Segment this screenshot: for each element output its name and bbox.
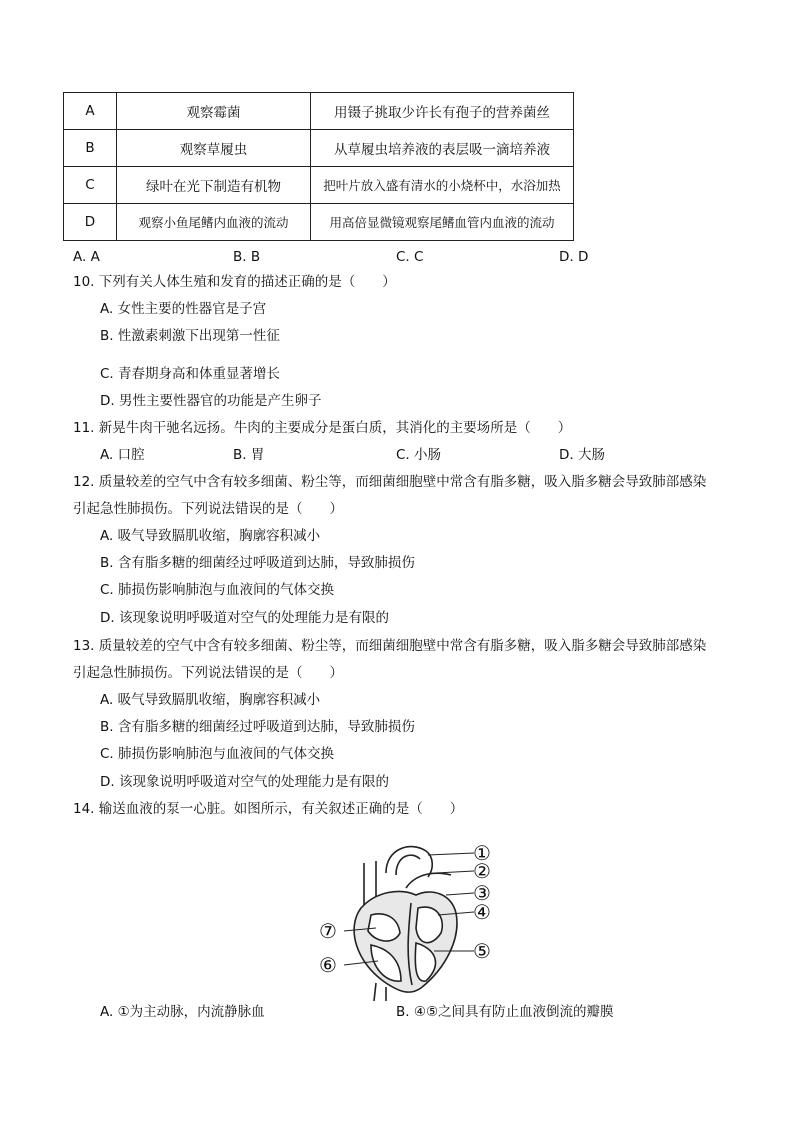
question-10-option-a[interactable]: A. 女性主要的性器官是子宫	[100, 301, 267, 317]
question-12-stem-line2: 引起急性肺损伤。下列说法错误的是（ ）	[73, 501, 343, 517]
question-11-option-b[interactable]: B. 胃	[233, 447, 265, 463]
question-12-option-a[interactable]: A. 吸气导致膈肌收缩，胸廓容积减小	[100, 528, 321, 544]
question-13-option-c[interactable]: C. 肺损伤影响肺泡与血液间的气体交换	[100, 746, 335, 762]
answer-option-a[interactable]: A. A	[73, 249, 100, 265]
question-10-option-d[interactable]: D. 男性主要性器官的功能是产生卵子	[100, 393, 322, 409]
question-14-option-a[interactable]: A. ①为主动脉，内流静脉血	[100, 1004, 265, 1020]
experiment-table	[63, 92, 574, 241]
question-12-stem-line1: 12. 质量较差的空气中含有较多细菌、粉尘等，而细菌细胞壁中常含有脂多糖，吸入脂多糖会导致肺部感染	[73, 474, 707, 490]
heart-label-7: ⑦	[319, 919, 337, 943]
heart-label-6: ⑥	[319, 953, 337, 977]
heart-label-1: ①	[473, 841, 491, 865]
table-row	[64, 204, 574, 241]
row-operation: 把叶片放入盛有清水的小烧杯中，水浴加热	[311, 167, 574, 204]
question-13-option-b[interactable]: B. 含有脂多糖的细菌经过呼吸道到达肺，导致肺损伤	[100, 719, 415, 735]
row-experiment: 观察霉菌	[117, 93, 311, 130]
row-operation: 从草履虫培养液的表层吸一滴培养液	[311, 130, 574, 167]
answer-option-d[interactable]: D. D	[559, 249, 589, 265]
question-13-option-a[interactable]: A. 吸气导致膈肌收缩，胸廓容积减小	[100, 692, 321, 708]
row-experiment: 观察草履虫	[117, 130, 311, 167]
question-12-option-b[interactable]: B. 含有脂多糖的细菌经过呼吸道到达肺，导致肺损伤	[100, 555, 415, 571]
heart-diagram	[316, 833, 496, 1003]
question-11-option-c[interactable]: C. 小肠	[396, 447, 442, 463]
row-letter: C	[64, 167, 117, 204]
table-row	[64, 167, 574, 204]
question-13-stem-line1: 13. 质量较差的空气中含有较多细菌、粉尘等，而细菌细胞壁中常含有脂多糖，吸入脂多糖会导致肺部感染	[73, 638, 707, 654]
question-10-stem: 10. 下列有关人体生殖和发育的描述正确的是（ ）	[73, 274, 396, 290]
heart-label-3: ③	[473, 881, 491, 905]
question-14-stem: 14. 输送血液的泵一心脏。如图所示，有关叙述正确的是（ ）	[73, 801, 464, 817]
row-operation: 用高倍显微镜观察尾鳍血管内血液的流动	[311, 204, 574, 241]
answer-option-c[interactable]: C. C	[396, 249, 424, 265]
heart-label-5: ⑤	[473, 939, 491, 963]
heart-label-4: ④	[473, 900, 491, 924]
table-row	[64, 130, 574, 167]
question-13-option-d[interactable]: D. 该现象说明呼吸道对空气的处理能力是有限的	[100, 774, 389, 790]
question-12-option-c[interactable]: C. 肺损伤影响肺泡与血液间的气体交换	[100, 582, 335, 598]
row-letter: A	[64, 93, 117, 130]
question-10-option-b[interactable]: B. 性激素刺激下出现第一性征	[100, 328, 280, 344]
heart-label-2: ②	[473, 859, 491, 883]
answer-option-b[interactable]: B. B	[233, 249, 261, 265]
row-operation: 用镊子挑取少许长有孢子的营养菌丝	[311, 93, 574, 130]
question-11-stem: 11. 新晃牛肉干驰名远扬。牛肉的主要成分是蛋白质，其消化的主要场所是（ ）	[73, 420, 572, 436]
question-14-option-b[interactable]: B. ④⑤之间具有防止血液倒流的瓣膜	[396, 1004, 614, 1020]
row-letter: D	[64, 204, 117, 241]
row-experiment: 观察小鱼尾鳍内血液的流动	[117, 204, 311, 241]
question-13-stem-line2: 引起急性肺损伤。下列说法错误的是（ ）	[73, 665, 343, 681]
question-10-option-c[interactable]: C. 青春期身高和体重显著增长	[100, 366, 281, 382]
question-11-option-d[interactable]: D. 大肠	[559, 447, 605, 463]
row-experiment: 绿叶在光下制造有机物	[117, 167, 311, 204]
table-row	[64, 93, 574, 130]
question-11-option-a[interactable]: A. 口腔	[100, 447, 145, 463]
row-letter: B	[64, 130, 117, 167]
question-12-option-d[interactable]: D. 该现象说明呼吸道对空气的处理能力是有限的	[100, 610, 389, 626]
